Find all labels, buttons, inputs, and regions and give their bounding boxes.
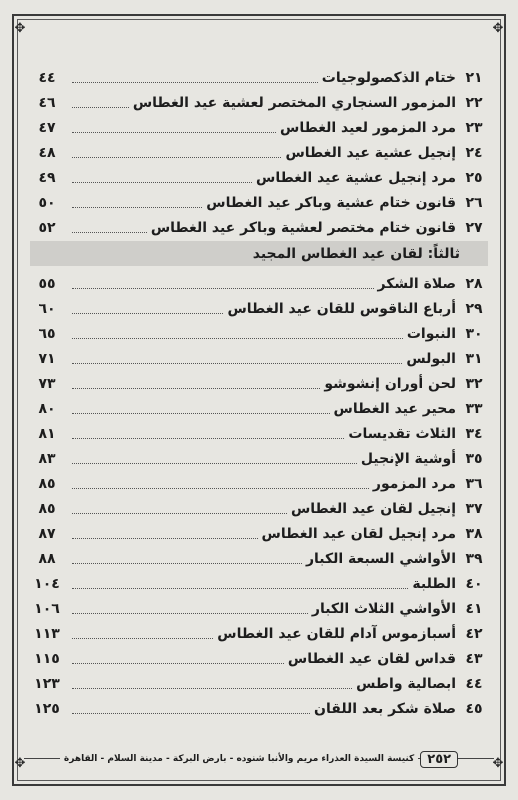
- entry-title: الطلبة: [408, 576, 460, 595]
- dot-leader: [72, 388, 320, 389]
- dot-leader: [72, 438, 344, 439]
- dot-leader: [72, 132, 276, 133]
- entry-number: ٢٤: [465, 145, 483, 161]
- entry-page-number: ١١٥: [34, 651, 60, 667]
- dot-leader: [72, 107, 129, 108]
- dot-leader: [72, 588, 408, 589]
- entry-page-number: ١٢٥: [34, 701, 60, 717]
- dot-leader: [72, 338, 403, 339]
- entry-number: ٤٣: [465, 651, 483, 667]
- entry-title: صلاة شكر بعد اللقان: [310, 701, 460, 720]
- entry-title: صلاة الشكر: [374, 276, 460, 295]
- dot-leader: [72, 363, 402, 364]
- entry-number: ٢٢: [465, 95, 483, 111]
- footer-text: كنيسة السيدة العذراء مريم والأنبا شنوده - بارض البركة - مدينة السلام - القاهرة: [60, 754, 418, 764]
- entry-page-number: ٦٥: [38, 326, 56, 342]
- dot-leader: [72, 232, 147, 233]
- entry-page-number: ٨٨: [38, 551, 56, 567]
- entry-page-number: ١٢٣: [34, 676, 60, 692]
- page-footer: [24, 748, 494, 770]
- entry-title: مرد إنجيل عشية عيد الغطاس: [252, 170, 460, 189]
- entry-number: ٢٩: [465, 301, 483, 317]
- entry-title: النبوات: [403, 326, 460, 345]
- dot-leader: [72, 638, 213, 639]
- toc-entry: [30, 445, 488, 470]
- entry-page-number: ٧١: [38, 351, 56, 367]
- entry-title: المزمور السنجاري المختصر لعشية عيد الغطاس: [129, 95, 460, 114]
- dot-leader: [72, 207, 202, 208]
- toc-entry: [30, 89, 488, 114]
- entry-title: مرد المزمور لعيد الغطاس: [276, 120, 460, 139]
- entry-number: ٣٧: [465, 501, 483, 517]
- toc-entry: [30, 345, 488, 370]
- dot-leader: [72, 713, 310, 714]
- entry-page-number: ٨١: [38, 426, 56, 442]
- entry-page-number: ٤٦: [38, 95, 56, 111]
- entry-title: قانون ختام عشية وباكر عيد الغطاس: [202, 195, 460, 214]
- entry-number: ٣٦: [465, 476, 483, 492]
- entry-number: ٣٢: [465, 376, 483, 392]
- entry-page-number: ٦٠: [38, 301, 56, 317]
- entry-page-number: ٤٤: [38, 70, 56, 86]
- dot-leader: [72, 513, 287, 514]
- corner-ornament-top-left: ✥: [14, 21, 26, 36]
- entry-page-number: ٥٢: [38, 220, 56, 236]
- toc-entry: [30, 670, 488, 695]
- table-of-contents: [30, 64, 488, 720]
- toc-entry: [30, 595, 488, 620]
- entry-title: الأواشي السبعة الكبار: [302, 551, 460, 570]
- dot-leader: [72, 413, 330, 414]
- entry-page-number: ٨٠: [38, 401, 56, 417]
- entry-title: أسبازموس آدام للقان عيد الغطاس: [213, 626, 460, 645]
- dot-leader: [72, 563, 302, 564]
- toc-entry: [30, 695, 488, 720]
- entry-number: ٣٨: [465, 526, 483, 542]
- entry-number: ٣٩: [465, 551, 483, 567]
- entry-title: مرد إنجيل لقان عيد الغطاس: [258, 526, 461, 545]
- entry-title: ختام الذكصولوجيات: [318, 70, 460, 89]
- entry-number: ٣٠: [465, 326, 483, 342]
- toc-entry: [30, 470, 488, 495]
- entry-page-number: ٤٧: [38, 120, 56, 136]
- dot-leader: [72, 488, 369, 489]
- entry-page-number: ٥٠: [38, 195, 56, 211]
- toc-entry: [30, 214, 488, 239]
- toc-entry: [30, 545, 488, 570]
- entry-title: مرد المزمور: [369, 476, 460, 495]
- entry-number: ٢١: [465, 70, 483, 86]
- toc-entry: [30, 64, 488, 89]
- toc-entry: [30, 495, 488, 520]
- toc-entry: [30, 370, 488, 395]
- toc-entry: [30, 520, 488, 545]
- toc-entry: [30, 620, 488, 645]
- entry-number: ٣٣: [465, 401, 483, 417]
- entry-page-number: ١٠٤: [34, 576, 60, 592]
- entry-title: الثلاث تقديسات: [344, 426, 460, 445]
- entry-title: ابصالية واطس: [352, 676, 460, 695]
- entry-page-number: ٤٨: [38, 145, 56, 161]
- toc-entry: [30, 570, 488, 595]
- dot-leader: [72, 82, 318, 83]
- entry-page-number: ١١٣: [34, 626, 60, 642]
- entry-title: قداس لقان عيد الغطاس: [284, 651, 460, 670]
- entry-title: البولس: [402, 351, 460, 370]
- entry-number: ٤٢: [465, 626, 483, 642]
- entry-title: الأواشي الثلاث الكبار: [308, 601, 460, 620]
- entry-title: قانون ختام مختصر لعشية وباكر عيد الغطاس: [147, 220, 460, 239]
- entry-title: أوشية الإنجيل: [357, 451, 460, 470]
- toc-entry: [30, 320, 488, 345]
- entry-page-number: ٨٥: [38, 476, 56, 492]
- section-heading: ثالثاً: لقان عيد الغطاس المجيد: [30, 241, 488, 266]
- entry-number: ٣٤: [465, 426, 483, 442]
- entry-number: ٣٥: [465, 451, 483, 467]
- entry-number: ٤٥: [465, 701, 483, 717]
- entry-number: ٢٨: [465, 276, 483, 292]
- dot-leader: [72, 463, 357, 464]
- entry-number: ٢٧: [465, 220, 483, 236]
- entry-number: ٣١: [465, 351, 483, 367]
- dot-leader: [72, 157, 281, 158]
- dot-leader: [72, 288, 374, 289]
- entry-page-number: ٧٣: [38, 376, 56, 392]
- entry-number: ٢٥: [465, 170, 483, 186]
- corner-ornament-bottom-left: ✥: [14, 756, 26, 771]
- toc-entry: [30, 189, 488, 214]
- toc-entry: [30, 139, 488, 164]
- entry-page-number: ٨٥: [38, 501, 56, 517]
- page-number: ٢٥٢: [420, 751, 458, 768]
- entry-title: إنجيل لقان عيد الغطاس: [287, 501, 460, 520]
- dot-leader: [72, 313, 223, 314]
- toc-entry: [30, 114, 488, 139]
- entry-title: إنجيل عشية عيد الغطاس: [281, 145, 460, 164]
- entry-number: ٤١: [465, 601, 483, 617]
- corner-ornament-bottom-right: ✥: [492, 756, 504, 771]
- entry-number: ٢٦: [465, 195, 483, 211]
- toc-entry: [30, 270, 488, 295]
- dot-leader: [72, 538, 258, 539]
- toc-entry: [30, 395, 488, 420]
- entry-page-number: ١٠٦: [34, 601, 60, 617]
- dot-leader: [72, 663, 284, 664]
- entry-title: محير عيد الغطاس: [330, 401, 460, 420]
- toc-entry: [30, 645, 488, 670]
- toc-entry: [30, 420, 488, 445]
- entry-title: أرباع الناقوس للقان عيد الغطاس: [223, 301, 460, 320]
- entry-title: لحن أوران إنشوشو: [320, 376, 460, 395]
- dot-leader: [72, 182, 252, 183]
- toc-part-2: [30, 270, 488, 720]
- toc-entry: [30, 295, 488, 320]
- entry-page-number: ٨٧: [38, 526, 56, 542]
- toc-entry: [30, 164, 488, 189]
- entry-page-number: ٨٣: [38, 451, 56, 467]
- entry-number: ٤٠: [465, 576, 483, 592]
- dot-leader: [72, 688, 352, 689]
- entry-number: ٤٤: [465, 676, 483, 692]
- toc-part-1: [30, 64, 488, 239]
- dot-leader: [72, 613, 308, 614]
- entry-number: ٢٣: [465, 120, 483, 136]
- entry-page-number: ٤٩: [38, 170, 56, 186]
- corner-ornament-top-right: ✥: [492, 21, 504, 36]
- entry-page-number: ٥٥: [38, 276, 56, 292]
